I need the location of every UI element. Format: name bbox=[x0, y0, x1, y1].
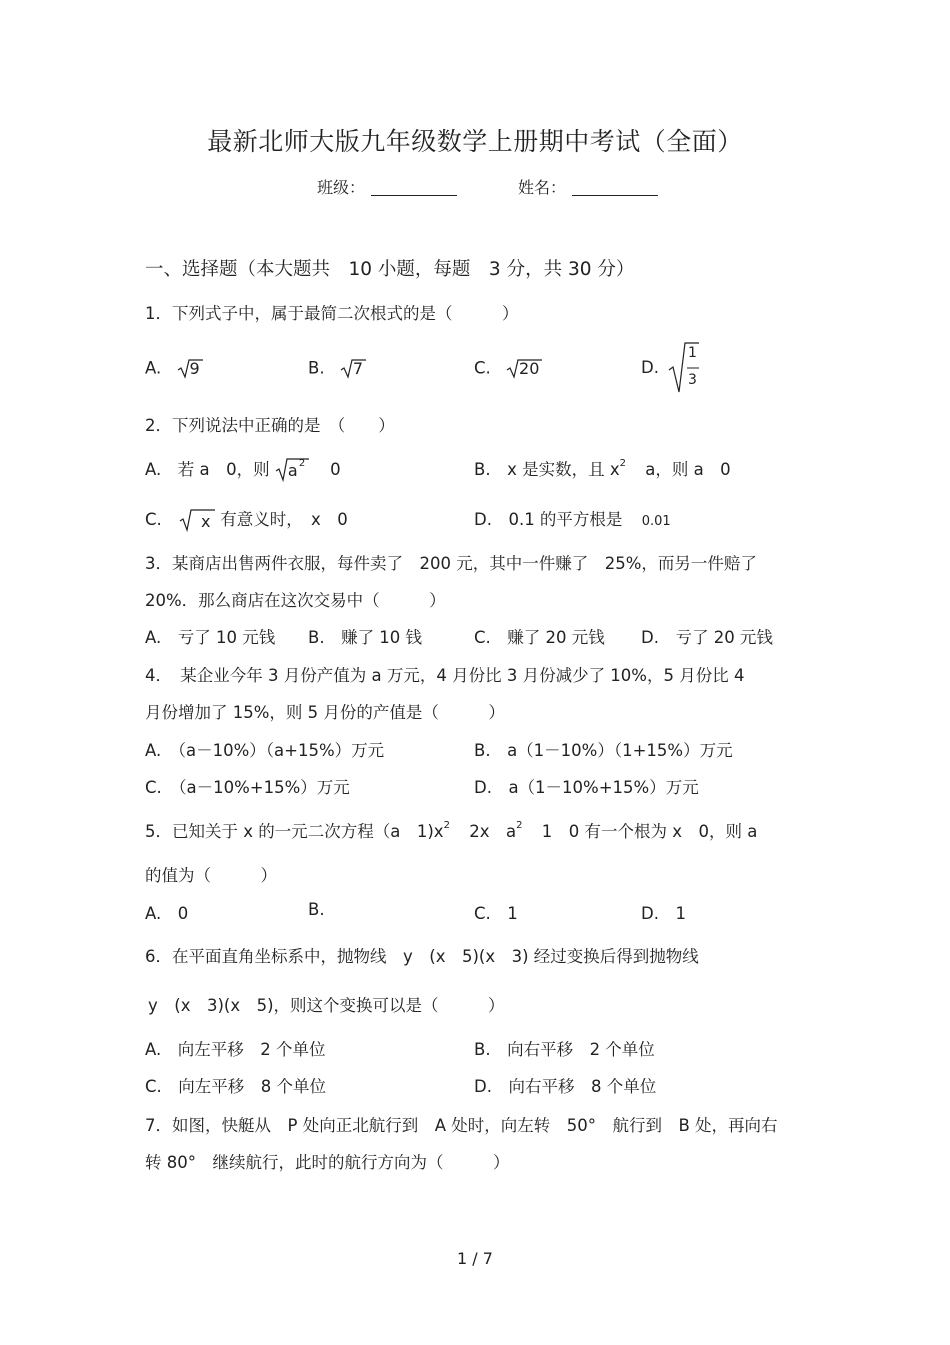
q3-option-a: A. 亏了 10 元钱 bbox=[145, 628, 276, 647]
fraction-denominator: 3 bbox=[688, 372, 697, 388]
class-label: 班级： bbox=[317, 178, 366, 197]
exponent: 2 bbox=[619, 458, 626, 469]
radicand: 9 bbox=[189, 359, 200, 378]
q3-option-b: B. 赚了 10 钱 bbox=[308, 628, 423, 647]
option-label: B. bbox=[308, 358, 325, 378]
exponent: 2 bbox=[298, 457, 306, 469]
question-6-line-2: y (x 3)(x 5)，则这个变换可以是（ ） bbox=[148, 996, 505, 1015]
radicand: 20 bbox=[519, 359, 540, 378]
question-3-line-1: 3．某商店出售两件衣服，每件卖了 200 元，其中一件赚了 25%，而另一件赔了 bbox=[145, 554, 757, 573]
q6-option-c: C. 向左平移 8 个单位 bbox=[145, 1077, 327, 1096]
sqrt-a-squared bbox=[275, 459, 309, 483]
question-6-line-1: 6．在平面直角坐标系中，抛物线 y (x 5)(x 3) 经过变换后得到抛物线 bbox=[145, 947, 699, 966]
option-text: A. 若 a 0，则 bbox=[145, 460, 270, 479]
equation-text: 5．已知关于 x 的一元二次方程（a 1)x bbox=[145, 822, 444, 841]
radicand: x bbox=[201, 511, 211, 531]
q5-option-c: C. 1 bbox=[474, 904, 518, 923]
q4-option-b: B. a（1－10%）（1+15%）万元 bbox=[474, 741, 733, 760]
sqrt-x bbox=[179, 510, 215, 532]
question-7-line-1: 7．如图，快艇从 P 处向正北航行到 A 处时，向左转 50° 航行到 B 处，再向右 bbox=[145, 1116, 778, 1135]
q2-option-c bbox=[145, 506, 348, 532]
sqrt-20 bbox=[506, 358, 542, 380]
equation-text: 2x a bbox=[469, 822, 517, 841]
page-title: 最新北师大版九年级数学上册期中考试（全面） bbox=[207, 127, 743, 156]
q1-option-c bbox=[474, 358, 542, 380]
q1-option-a bbox=[145, 358, 203, 380]
page-number: 1 / 7 bbox=[457, 1249, 493, 1268]
question-7-line-2: 转 80° 继续航行，此时的航行方向为（ ） bbox=[145, 1153, 510, 1172]
question-5-line-2: 的值为（ ） bbox=[145, 866, 277, 885]
option-label: C. bbox=[145, 510, 162, 529]
q2-option-a bbox=[145, 456, 341, 483]
sqrt-one-third bbox=[667, 340, 701, 396]
q5-option-a: A. 0 bbox=[145, 904, 189, 923]
equation-text: 1 0 有一个根为 x 0，则 a bbox=[541, 822, 758, 841]
q1-option-b bbox=[308, 358, 366, 380]
question-5-line-1 bbox=[145, 818, 757, 842]
sqrt-9 bbox=[177, 358, 203, 380]
option-label: C. bbox=[474, 358, 491, 378]
name-blank bbox=[572, 181, 658, 196]
fraction-numerator: 1 bbox=[688, 345, 697, 361]
exponent: 2 bbox=[443, 820, 450, 831]
name-label: 姓名： bbox=[518, 178, 567, 197]
question-1-stem: 1．下列式子中，属于最简二次根式的是（ ） bbox=[145, 304, 519, 323]
option-text: 有意义时， x 0 bbox=[220, 510, 348, 529]
q4-option-a: A. （a－10%）（a+15%）万元 bbox=[145, 741, 385, 760]
question-4-line-1: 4． 某企业今年 3 月份产值为 a 万元，4 月份比 3 月份减少了 10%，5 月份比 4 bbox=[145, 666, 745, 685]
name-field bbox=[518, 175, 658, 198]
question-4-line-2: 月份增加了 15%，则 5 月份的产值是（ ） bbox=[145, 703, 505, 722]
section-heading: 一、选择题（本大题共 10 小题，每题 3 分，共 30 分） bbox=[145, 259, 635, 280]
option-text: a，则 a 0 bbox=[645, 460, 731, 479]
option-text: 0 bbox=[330, 460, 341, 479]
option-label: D. bbox=[641, 358, 659, 377]
q4-option-c: C. （a－10%+15%）万元 bbox=[145, 778, 350, 797]
option-text: B. x 是实数，且 x bbox=[474, 460, 620, 479]
q1-option-d bbox=[641, 358, 659, 377]
q6-option-b: B. 向右平移 2 个单位 bbox=[474, 1040, 655, 1059]
q5-option-d: D. 1 bbox=[641, 904, 686, 923]
option-text: D. 0.1 的平方根是 bbox=[474, 510, 623, 529]
q4-option-d: D. a（1－10%+15%）万元 bbox=[474, 778, 699, 797]
question-2-stem: 2．下列说法中正确的是 （ ） bbox=[145, 416, 395, 435]
q3-option-d: D. 亏了 20 元钱 bbox=[641, 628, 773, 647]
class-blank bbox=[371, 181, 457, 196]
class-field bbox=[317, 175, 457, 198]
q3-option-c: C. 赚了 20 元钱 bbox=[474, 628, 605, 647]
option-text: 0.01 bbox=[641, 514, 671, 529]
exponent: 2 bbox=[516, 820, 523, 831]
q2-option-d bbox=[474, 506, 671, 530]
radicand: a bbox=[287, 460, 298, 480]
sqrt-7 bbox=[340, 358, 366, 380]
q2-option-b bbox=[474, 456, 731, 480]
q5-option-b: B. bbox=[308, 900, 325, 919]
option-label: A. bbox=[145, 358, 162, 378]
q6-option-d: D. 向右平移 8 个单位 bbox=[474, 1077, 657, 1096]
question-3-line-2: 20%．那么商店在这次交易中（ ） bbox=[145, 591, 446, 610]
radicand: 7 bbox=[352, 359, 364, 378]
q6-option-a: A. 向左平移 2 个单位 bbox=[145, 1040, 326, 1059]
